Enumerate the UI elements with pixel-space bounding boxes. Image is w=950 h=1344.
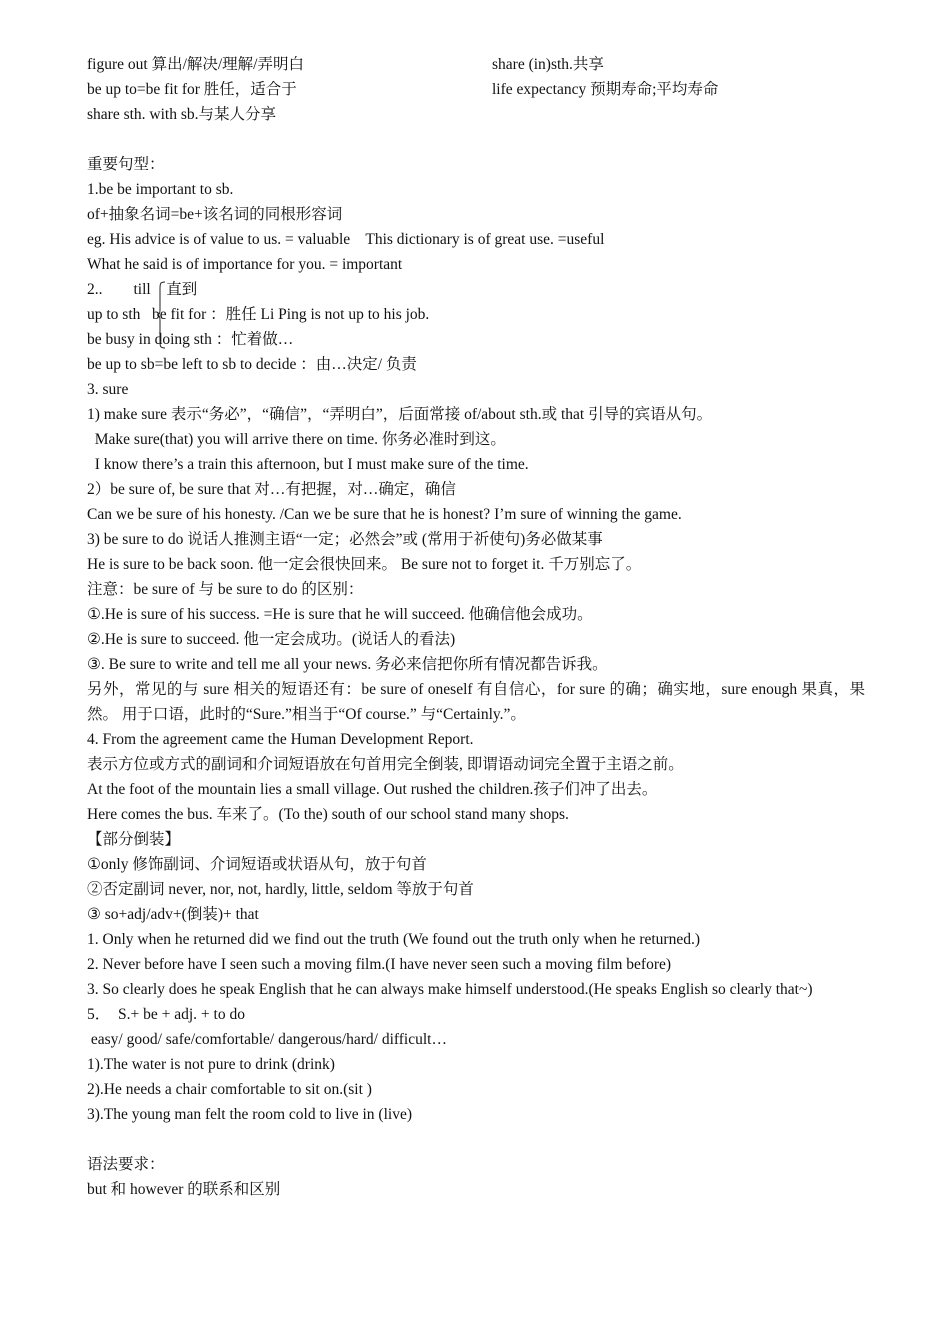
text-line: 1. Only when he returned did we find out the truth (We found out the truth only when he returned.) <box>87 931 700 948</box>
vocab-item: share sth. with sb.与某人分享 <box>87 106 277 123</box>
vocabulary-list <box>87 52 865 127</box>
subsection-heading: 【部分倒装】 <box>87 831 181 848</box>
curly-brace-icon <box>156 281 166 349</box>
text-line: 1) make sure 表示“务必”，“确信”，“弄明白”，后面常接 of/about sth.或 that 引导的宾语从句。 <box>87 406 713 423</box>
text-line: 5． S.+ be + adj. + to do <box>87 1006 245 1023</box>
text-line: 2).He needs a chair comfortable to sit on.(sit ) <box>87 1081 372 1098</box>
text-line: What he said is of importance for you. = important <box>87 256 403 273</box>
text-line: 1.be be important to sb. <box>87 181 234 198</box>
text-line: At the foot of the mountain lies a small village. Out rushed the children.孩子们冲了出去。 <box>87 781 658 798</box>
text-line: up to sth be fit for ：胜任 Li Ping is not up to his job. <box>87 306 430 323</box>
text-line: He is sure to be back soon. 他一定会很快回来。 Be sure not to forget it. 千万别忘了。 <box>87 556 642 573</box>
text-line: 4. From the agreement came the Human Development Report. <box>87 731 474 748</box>
text-line: 3).The young man felt the room cold to live in (live) <box>87 1106 412 1123</box>
text-line: ①.He is sure of his success. =He is sure that he will succeed. 他确信他会成功。 <box>87 606 593 623</box>
section-heading: 重要句型： <box>87 156 165 173</box>
text-line: of+抽象名词=be+该名词的同根形容词 <box>87 206 343 223</box>
vocab-item: share (in)sth.共享 <box>492 56 604 73</box>
vocab-item: figure out 算出/解决/理解/弄明白 <box>87 56 304 73</box>
text-line: I know there’s a train this afternoon, but I must make sure of the time. <box>87 456 529 473</box>
text-line: ①only 修饰副词、介词短语或状语从句，放于句首 <box>87 856 427 873</box>
text-line: be up to sb=be left to sb to decide ：由…决定/ 负责 <box>87 356 417 373</box>
text-line: 2.. till 直到 <box>87 281 198 298</box>
text-line: eg. His advice is of value to us. = valuable This dictionary is of great use. =useful <box>87 231 605 248</box>
brace-group <box>87 277 865 377</box>
sentence-patterns-section <box>87 152 865 1127</box>
vocab-item: life expectancy 预期寿命;平均寿命 <box>492 81 719 98</box>
text-line: ②.He is sure to succeed. 他一定会成功。(说话人的看法) <box>87 631 456 648</box>
text-line: 3) be sure to do 说话人推测主语“一定；必然会”或 (常用于祈使句)务必做某事 <box>87 531 603 548</box>
text-line: 2. Never before have I seen such a moving film.(I have never seen such a moving film before) <box>87 956 672 973</box>
text-line: 3. sure <box>87 381 129 398</box>
vocab-item: be up to=be fit for 胜任，适合于 <box>87 81 297 98</box>
text-line: be busy in doing sth ：忙着做… <box>87 331 294 348</box>
text-line: ③ so+adj/adv+(倒装)+ that <box>87 906 259 923</box>
text-line: but 和 however 的联系和区别 <box>87 1181 281 1198</box>
text-line: easy/ good/ safe/comfortable/ dangerous/hard/ difficult… <box>87 1031 447 1048</box>
text-line: Make sure(that) you will arrive there on time. 你务必准时到这。 <box>87 431 506 448</box>
grammar-section <box>87 1152 865 1202</box>
section-heading: 语法要求： <box>87 1156 165 1173</box>
paragraph: 3. So clearly does he speak English that he can always make himself understood.(He speaks English so clearly that~) <box>87 981 813 998</box>
text-line: 注意：be sure of 与 be sure to do 的区别： <box>87 581 364 598</box>
text-line: ②否定副词 never, nor, not, hardly, little, seldom 等放于句首 <box>87 881 474 898</box>
text-line: Here comes the bus. 车来了。(To the) south of our school stand many shops. <box>87 806 569 823</box>
text-line: 2）be sure of, be sure that 对…有把握，对…确定，确信 <box>87 481 456 498</box>
text-line: 表示方位或方式的副词和介词短语放在句首用完全倒装, 即谓语动词完全置于主语之前。 <box>87 756 684 773</box>
text-line: ③. Be sure to write and tell me all your news. 务必来信把你所有情况都告诉我。 <box>87 656 608 673</box>
paragraph: 另外，常见的与 sure 相关的短语还有：be sure of oneself 有自信心，for sure 的确；确实地，sure enough 果真，果然。 用于口语，此时的“Sure.”相当于“Of course.” 与“Certainly.”。 <box>87 681 865 723</box>
text-line: 1).The water is not pure to drink (drink) <box>87 1056 335 1073</box>
document-page <box>87 52 865 1202</box>
text-line: Can we be sure of his honesty. /Can we be sure that he is honest? I’m sure of winning the game. <box>87 506 682 523</box>
